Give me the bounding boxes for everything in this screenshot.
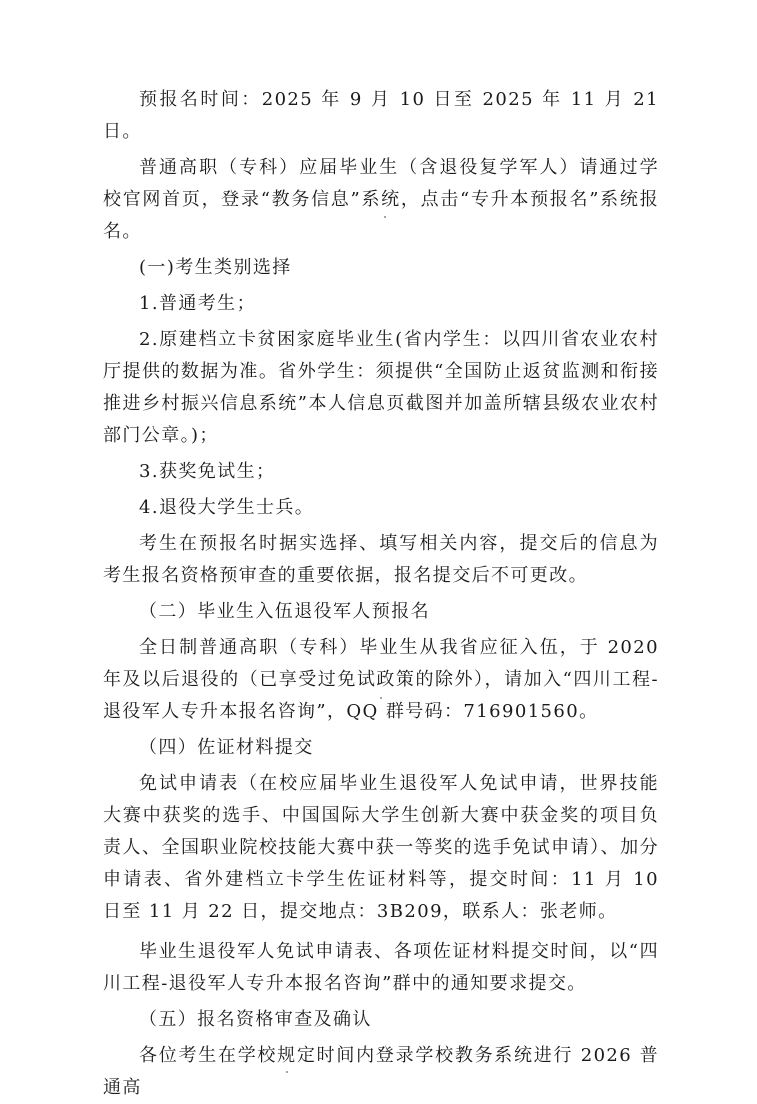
- category-item-2: 2.原建档立卡贫困家庭毕业生(省内学生：以四川省农业农村厅提供的数据为准。省外学生：须提供“全国防止返贫监测和衔接推进乡村振兴信息系统”本人信息页截图并加盖所辖县级农业农村部门公章。)；: [103, 329, 659, 446]
- category-item-1: 1.普通考生；: [139, 293, 256, 314]
- section-heading-qualification-review: （五）报名资格审查及确认: [139, 1009, 372, 1030]
- qualification-review-paragraph: 各位考生在学校规定时间内登录学校教务系统进行 2026 普通高: [103, 1045, 659, 1098]
- section-heading-candidate-category: (一)考生类别选择: [139, 257, 292, 278]
- category-note-paragraph: 考生在预报名时据实选择、填写相关内容，提交后的信息为考生报名资格预审查的重要依据，报名提交后不可更改。: [103, 533, 659, 586]
- section-heading-supporting-materials: （四）佐证材料提交: [139, 737, 314, 758]
- category-item-3: 3.获奖免试生；: [139, 461, 276, 482]
- supporting-materials-paragraph: 免试申请表（在校应届毕业生退役军人免试申请，世界技能大赛中获奖的选手、中国国际大学生创新大赛中获金奖的项目负责人、全国职业院校技能大赛中获一等奖的选手免试申请）、加分申请表、省外建档立卡学生佐证材料等，提交时间：11 月 10 日至 11 月 22 日，提交地点：3B209，联系人：张老师。: [103, 773, 659, 922]
- registration-method-paragraph: 普通高职（专科）应届毕业生（含退役复学军人）请通过学校官网首页，登录“教务信息”系统，点击“专升本预报名”系统报名。: [103, 157, 659, 242]
- section-heading-veteran-registration: （二）毕业生入伍退役军人预报名: [139, 601, 430, 622]
- scan-speck: [384, 216, 386, 218]
- veteran-registration-paragraph: 全日制普通高职（专科）毕业生从我省应征入伍，于 2020 年及以后退役的（已享受过免试政策的除外），请加入“四川工程-退役军人专升本报名咨询”，QQ 群号码：716901560。: [103, 637, 659, 722]
- veteran-materials-paragraph: 毕业生退役军人免试申请表、各项佐证材料提交时间，以“四川工程-退役军人专升本报名咨询”群中的通知要求提交。: [103, 941, 659, 994]
- document-body: [103, 84, 659, 1104]
- registration-time-paragraph: 预报名时间：2025 年 9 月 10 日至 2025 年 11 月 21 日。: [103, 89, 659, 142]
- scan-speck: [286, 1071, 288, 1073]
- category-item-4: 4.退役大学生士兵。: [139, 497, 315, 518]
- scan-speck: [380, 697, 382, 699]
